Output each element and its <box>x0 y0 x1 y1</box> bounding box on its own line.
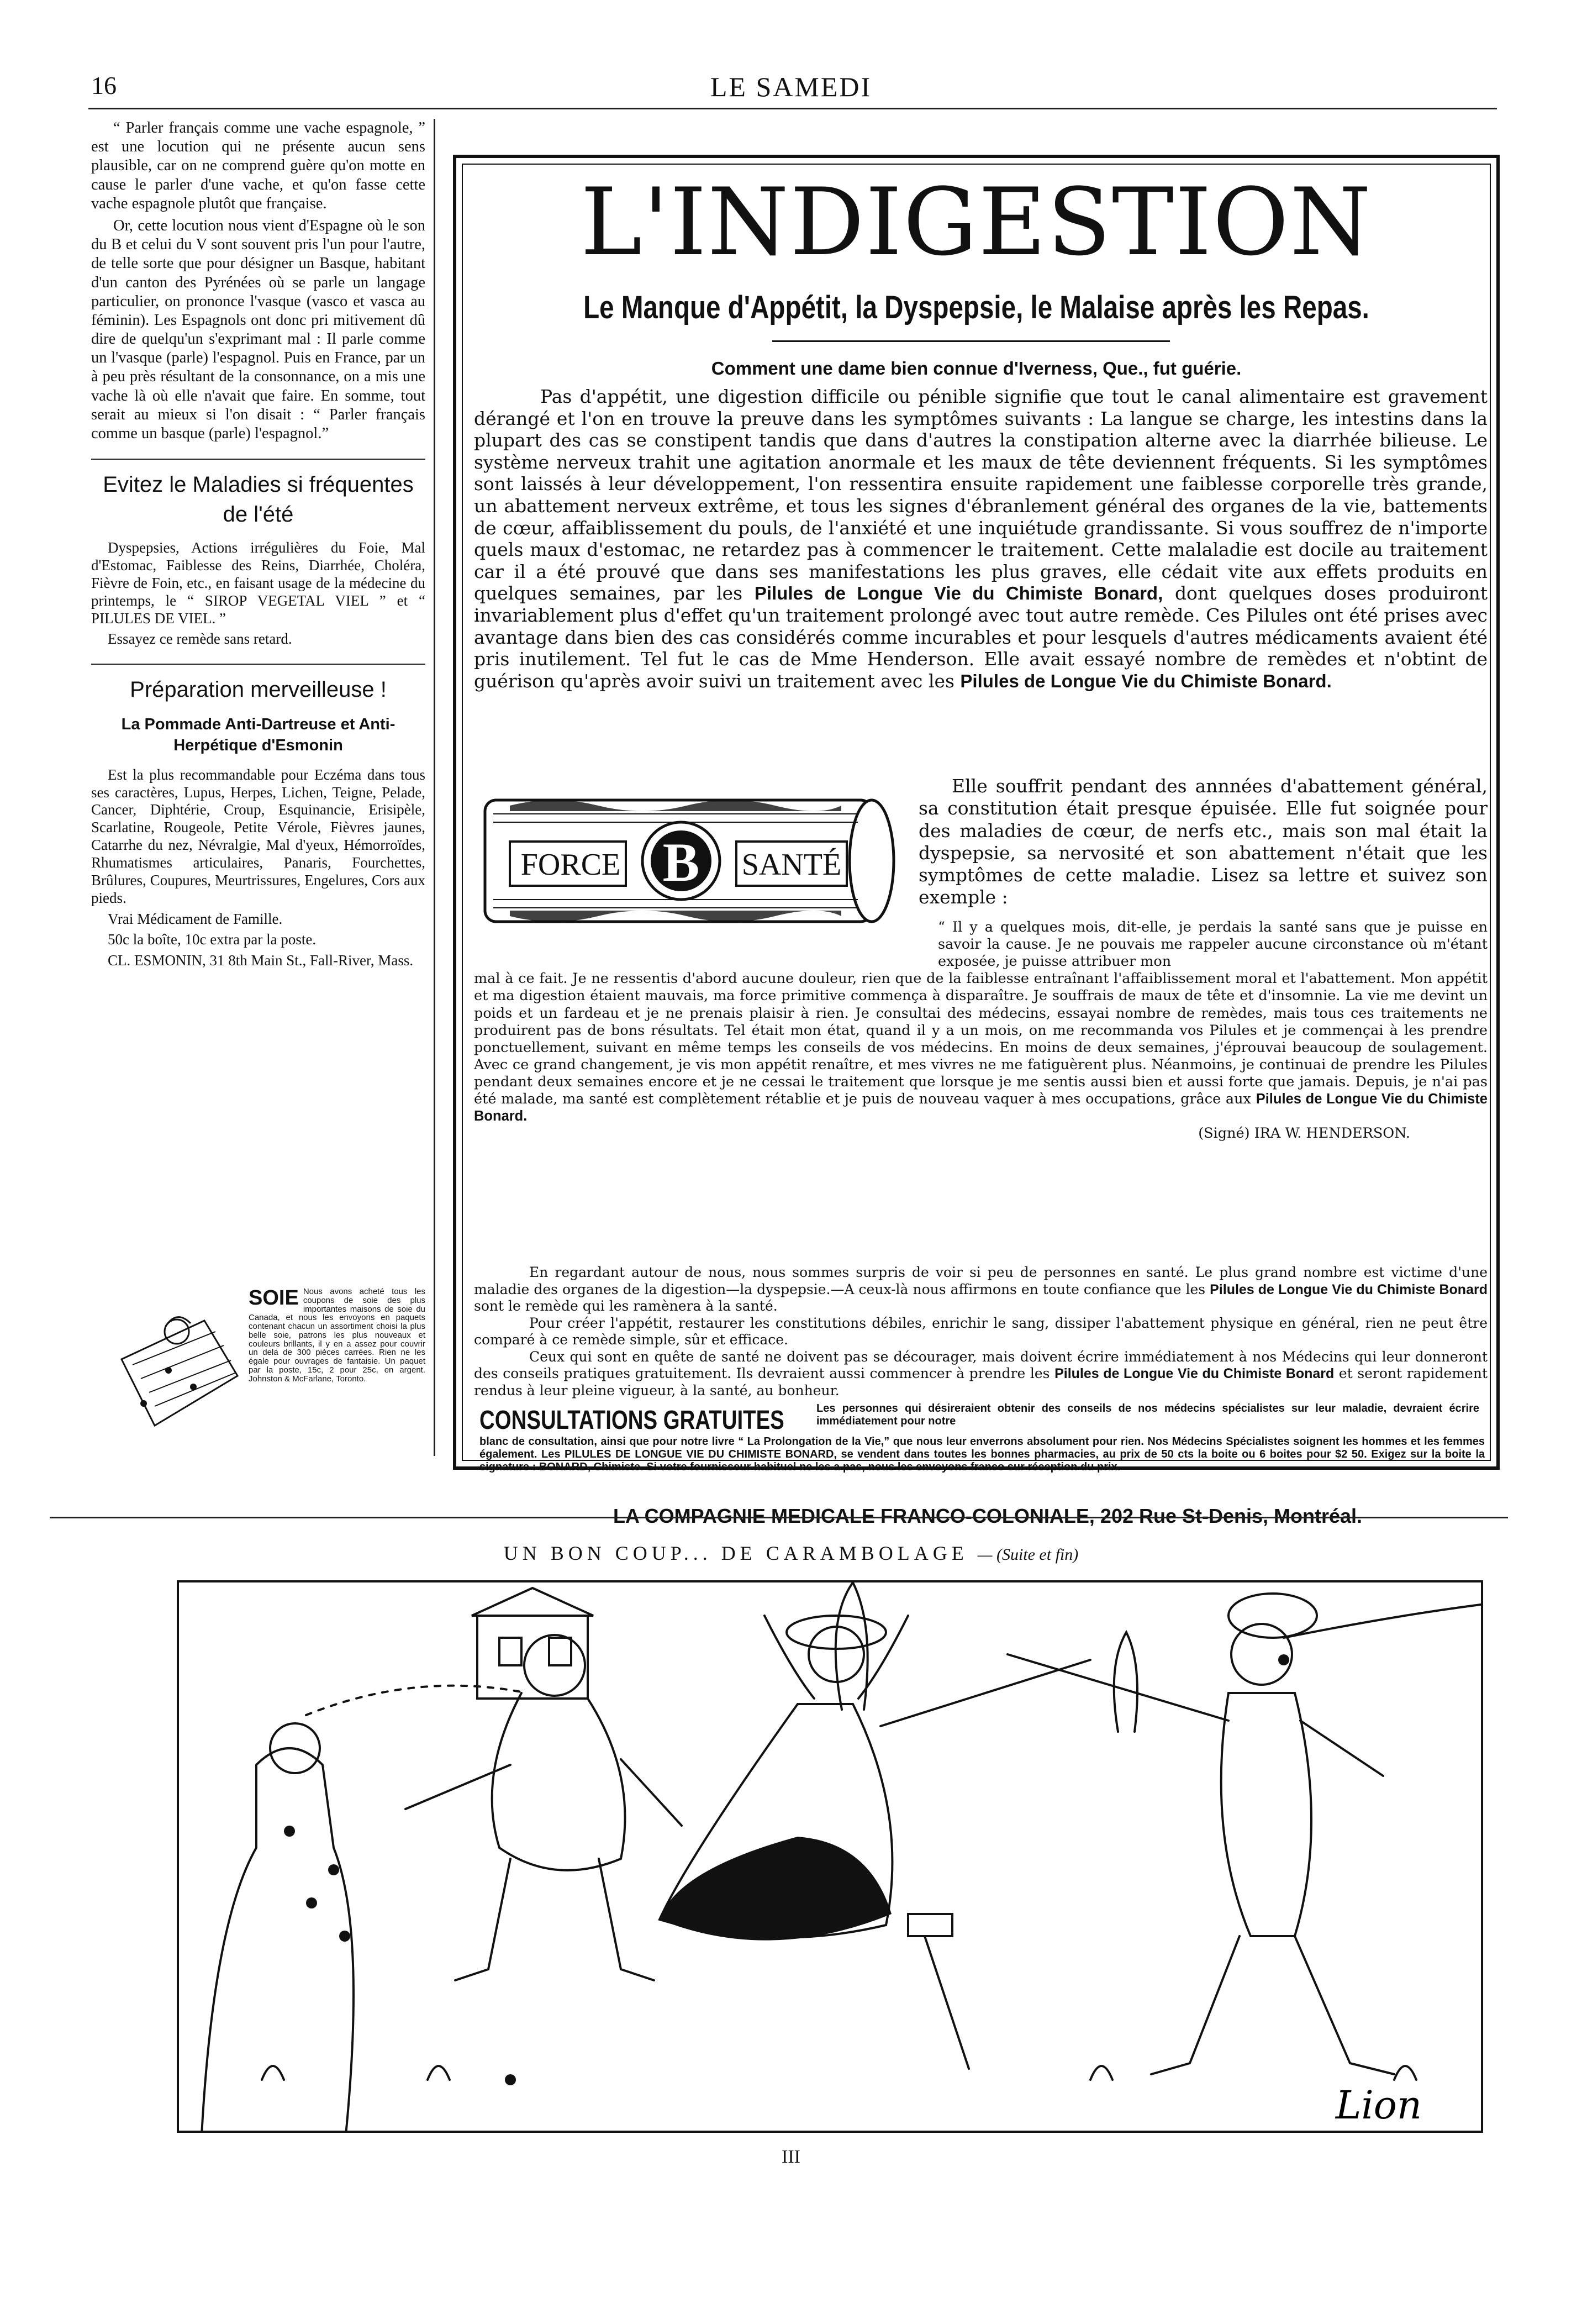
ad-body-1 <box>474 386 1488 692</box>
soie-body: Nous avons acheté tous les coupons de soie des plus importantes maisons de soie du Canada, et nous les envoyons en paquets contenant chacun un assortiment choisi la plus belle soie, patrons les plus nouveaux et couleurs brillants, il y en a assez pour couvrir un dela de 300 pièces carrées. Rien ne les égale pour ouvrages de fantaisie. Un paquet par la poste, 15c, 2 pour 25c, en argent. Johnston & McFarlane, Toronto. <box>249 1287 425 1384</box>
ad-body-3a: En regardant autour de nous, nous sommes surpris de voir si peu de personnes en santé. Le plus grand nombre est victime d'une maladie des organes de la digestion—la dyspepsie.—A ceux-là nous affirmons en toute confiance que les <box>474 1264 1488 1297</box>
ad-title: L'INDIGESTION <box>580 168 1373 276</box>
silk-parcel-illustration <box>110 1310 243 1437</box>
letter-signature: (Signé) IRA W. HENDERSON. <box>1198 1125 1410 1142</box>
ad-subtitle: Le Manque d'Appétit, la Dyspepsie, le Malaise après les Repas. <box>583 290 1369 325</box>
section1-body: Dyspepsies, Actions irrégulières du Foie, Mal d'Estomac, Faiblesse des Reins, Diarrhée, Choléra, Fièvre de Foin, etc., en faisant usage de la médecine du printemps, le “ SIROP VEGETAL VIEL ” et “ PILULES DE VIEL. ” <box>91 539 425 627</box>
ad-body-5b: et seront rapidement rendus à leur pleine vigueur, à la santé, au bonheur. <box>474 1365 1488 1398</box>
ad-inner-frame <box>462 164 1491 1527</box>
letter-pills: Pilules de Longue Vie du Chimiste Bonard. <box>474 1091 1488 1124</box>
ad-body-5-pills: Pilules de Longue Vie du Chimiste Bonard <box>1054 1366 1335 1381</box>
letter-lead: “ Il y a quelques mois, dit-elle, je perdais la santé sans que je puisse en savoir la cause. Je ne pouvais me rappeler aucune circonstance où m'étant exposée, je puisse attribuer mon <box>938 919 1488 970</box>
box-label-force: FORCE <box>520 848 621 882</box>
box-monogram: B <box>662 832 700 893</box>
ad-body-5a: Ceux qui sont en quête de santé ne doivent pas se décourager, mais doivent écrire immédiatement à nos Médecins qui leur donneront des conseils pratiques gratuitement. Ils devraient aussi commencer à prendre les <box>474 1348 1488 1381</box>
indigestion-advertisement <box>453 155 1500 1527</box>
section2-address: CL. ESMONIN, 31 8th Main St., Fall-River, Mass. <box>108 952 414 969</box>
pills-name-2: Pilules de Longue Vie du Chimiste Bonard. <box>960 670 1332 691</box>
column-divider <box>434 119 435 1456</box>
ad-lead: Comment une dame bien connue d'Iverness, Que., fut guérie. <box>711 358 1242 378</box>
ad-body-3 <box>474 1264 1488 1399</box>
section2-line1: Vrai Médicament de Famille. <box>108 910 283 927</box>
testimonial-letter <box>474 919 1488 1142</box>
ad-body-2: Elle souffrit pendant des annnées d'abattement général, sa constitution était presque épuisée. Elle fut soignée pour des maladies de cœur, de nerfs etc., mais son mal était la dyspepsie, sa nervosité et son abattement n'était que les symptômes de cette maladie. Lisez sa lettre et suivez son exemple : <box>919 775 1488 908</box>
ad-body-3b: sont le remède qui les ramènera à la santé. <box>474 1298 778 1314</box>
header-rule <box>88 108 1497 109</box>
letter-body: mal à ce fait. Je ne ressentis d'abord aucune douleur, rien que de la faiblesse entraînant l'affaiblissement moral et l'abattement. Mon appétit et ma digestion étaient mauvais, ma force primitive commença à disparaître. Je souffrais de maux de tête et d'insomnie. La vie me devint un poids et un fardeau et je ne prenais plaisir à rien. Je consultai des médecins, essayai nombre de remèdes, mais tous ces traitements ne produirent pas de bons résultats. Tel était mon état, quand il y a un mois, on me recommanda vos Pilules et je commençai à les prendre ponctuellement, suivant en même temps les conseils de vos médecins. En moins de deux semaines, j'éprouvai beaucoup de soulagement. Avec ce grand changement, je vis mon appétit renaître, et mes vivres ne me fatiguèrent plus. Néanmoins, je continuai de prendre les Pilules pendant deux semaines encore et je ne cessai le traitement que lorsque je me sentis aussi bien et aussi forte que jamais. Depuis, je n'ai pas été malade, ma santé est complètement rétablie et je puis de nouveau vaquer à mes occupations, grâce aux <box>474 970 1488 1108</box>
page-label: III <box>782 2147 800 2167</box>
section-rule <box>91 459 425 460</box>
section2-line2: 50c la boîte, 10c extra par la poste. <box>108 931 317 948</box>
left-column <box>91 119 425 973</box>
soie-title: SOIE <box>249 1286 299 1310</box>
section-rule <box>91 664 425 665</box>
soie-text-block <box>249 1287 425 1383</box>
section2-subtitle: La Pommade Anti-Dartreuse et Anti-Herpétique d'Esmonin <box>121 716 396 755</box>
company-address: LA COMPAGNIE MEDICALE FRANCO-COLONIALE, 202 Rue St-Denis, Montréal. <box>613 1505 1363 1527</box>
ad-body-1b: dont quelques doses produiront invariablement plus d'effet qu'un traitement prolongé avec tout autre remède. Ces Pilules ont été prises avec avantage dans bien des cas considérés comme incurables et pour lesquels d'autres médicaments avaient été pris inutilement. Tel fut le cas de Mme Henderson. Elle avait essayé nombre de remèdes et n'obtint de guérison qu'après avoir suivi un traitement avec les <box>474 582 1488 692</box>
box-label-sante: SANTÉ <box>741 848 842 882</box>
consultations-details: blanc de consultation, ainsi que pour notre livre “ La Prolongation de la Vie,” que nous leur enverrons absolument pour rien. Nos Médecins Spécialistes soignent les hommes et les femmes également. Les PILULES DE LONGUE VIE DU CHIMISTE BONARD, se vendent dans toutes les bonnes pharmacies, au prix de 50 cts la boite ou 6 boites pour $2 50. Exigez sur la boite la signature : BONARD, Chimiste. Si votre fournisseur habituel ne les a pas, nous les envoyons franco sur réception du prix. <box>479 1436 1485 1473</box>
cartoon-section-rule <box>50 1517 1508 1518</box>
ad-body-3-para <box>474 1264 1488 1315</box>
section1-tagline: Essayez ce remède sans retard. <box>108 630 292 648</box>
croquet-cartoon <box>177 1580 1483 2133</box>
consultations-text: Les personnes qui désireraient obtenir des conseils de nos médecins spécialistes sur leur maladie, devraient écrire immédiatement pour notre <box>816 1402 1479 1427</box>
ad-body-5-para <box>474 1349 1488 1400</box>
cartoon-illustration <box>179 1582 1481 2131</box>
ad-body-4: Pour créer l'appétit, restaurer les constitutions débiles, enrichir le sang, dissiper l'abattement physique en général, rien ne peut être comparé à ce remède simple, sûr et efficace. <box>474 1315 1488 1348</box>
ad-body-3-pills: Pilules de Longue Vie du Chimiste Bonard <box>1210 1281 1488 1297</box>
section2-title: Préparation merveilleuse ! <box>130 677 387 702</box>
cartoon-title <box>0 1542 1582 1565</box>
page-number: 16 <box>91 71 117 99</box>
ad-rule <box>772 340 1170 342</box>
cartoon-title-suffix: — (Suite et fin) <box>977 1545 1079 1564</box>
article-paragraph-2: Or, cette locution nous vient d'Espagne où le son du B et celui du V sont souvent pris l'un pour l'autre, de telle sorte que pour désigner un Basque, habitant d'un canton des Pyrénées où se parle un langage particulier, on prononce l'vasque (vasco et vasca au féminin). Les Espagnols ont donc pri mitivement dû dire de quelqu'un s'exprimant mal : Il parle comme un l'vasque (parle) l'espagnol. Puis en France, par un à peu près résultant de la consonnance, on a mis une vache là où elle n'avait que faire. En somme, tout serait au mieux si l'on disait : “ Parler français comme un basque (parle) l'espagnol.” <box>91 217 425 442</box>
ad-body-1a: Pas d'appétit, une digestion difficile ou pénible signifie que tout le canal alimentaire est gravement dérangé et l'on en trouve la preuve dans les symptômes suivants : La langue se charge, les intestins dans la plupart des cas se constipent tandis que dans d'autres la constipation alterne avec la diarrhée bilieuse. Le système nerveux trahit une agitation anormale et les maux de tête deviennent fréquents. Si les symptômes sont laissés à leur développement, l'on ressentira ensuite rapidement une faiblesse corporelle très grande, un abattement nerveux extrême, et tous les signes d'ébranlement général des organes de la vie, battements de cœur, affaiblissement du pouls, de l'anxiété et une inquiétude grandissante. Si vous souffrez de n'importe quels maux d'estomac, ne retardez pas à commencer le traitement. Cette malaladie est docile au traitement car il a été prouvé que dans ses manifestations les plus graves, elle cédait vite aux effets produits en quelques semaines, par les <box>474 386 1488 604</box>
section2-body: Est la plus recommandable pour Eczéma dans tous ses caractères, Lupus, Herpes, Lichen, Teigne, Pelade, Cancer, Diphtérie, Croup, Esquinancie, Erisipèle, Scarlatine, Rougeole, Petite Vérole, Fièvres jaunes, Catarrhe du nez, Névralgie, Mal d'yeux, Hémorroïdes, Rhumatismes articulaires, Panaris, Fourchettes, Brûlures, Coupures, Meurtrissures, Engelures, Cors aux pieds. <box>91 766 425 906</box>
article-paragraph-1: “ Parler français comme une vache espagnole, ” est une locution qui ne présente aucun sens plausible, car on ne comprend guère qu'on motte en cause le parler d'une vache, et qu'on fasse cette vache espagnole plutôt que française. <box>91 119 425 212</box>
pills-name: Pilules de Longue Vie du Chimiste Bonard, <box>754 583 1163 604</box>
consultations-title: CONSULTATIONS GRATUITES <box>479 1406 784 1435</box>
soie-advert <box>110 1287 425 1442</box>
cartoon-title-text: UN BON COUP... DE CARAMBOLAGE <box>503 1542 968 1564</box>
cartoon-signature: Lion <box>1335 2083 1422 2128</box>
running-head: LE SAMEDI <box>710 71 872 102</box>
section1-title: Evitez le Maladies si fréquentes de l'été <box>103 472 414 527</box>
